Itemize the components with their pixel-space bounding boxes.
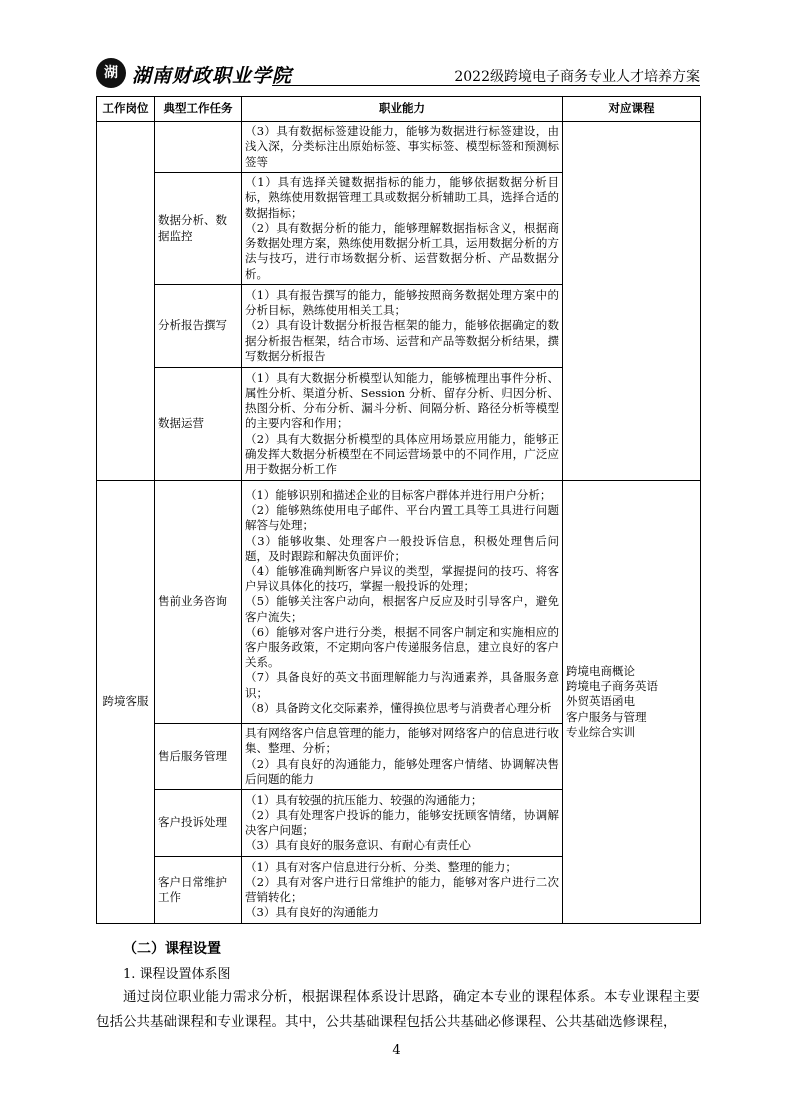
task-cell [155, 122, 242, 173]
ability-item: （2）具有设计数据分析报告框架的能力，能够依据确定的数据分析报告框架，结合市场、运营和产品等数据分析结果，撰写数据分析报告 [245, 318, 559, 363]
subsection-heading: 1. 课程设置体系图 [123, 967, 231, 982]
ability-item: （3）具有数据标签建设能力，能够为数据进行标签建设，由浅入深，分类标注出原始标签、事实标签、模型标签和预测标签等 [245, 124, 559, 169]
document-title: 2022级跨境电子商务专业人才培养方案 [454, 69, 700, 85]
ability-cell [242, 122, 563, 173]
table-header-row [97, 97, 701, 122]
ability-cell [242, 724, 563, 790]
course-item: 外贸英语函电 [566, 694, 635, 709]
ability-item: （2）具有大数据分析模型的具体应用场景应用能力，能够正确发挥大数据分析模型在不同运营场景中的不同作用，广泛应用于数据分析工作 [245, 431, 559, 476]
course-item: 客户服务与管理 [566, 709, 647, 724]
ability-item: （5）能够关注客户动向，根据客户反应及时引导客户，避免客户流失； [245, 594, 559, 624]
ability-item: （8）具备跨文化交际素养，懂得换位思考与消费者心理分析 [245, 700, 552, 715]
ability-item: 具有网络客户信息管理的能力，能够对网络客户的信息进行收集、整理、分析； [245, 726, 559, 756]
position-cell: 跨境客服 [97, 481, 155, 924]
ability-cell [242, 790, 563, 857]
task-cell: 售前业务咨询 [155, 481, 242, 724]
table-row [97, 122, 701, 173]
course-cell-empty [563, 122, 701, 481]
page-header [96, 58, 700, 90]
ability-item: （2）具有数据分析的能力，能够理解数据指标含义，根据商务数据处理方案，熟练使用数据分析工具，运用数据分析的方法与技巧，进行市场数据分析、运营数据分析、产品数据分析。 [245, 220, 559, 281]
page-number: 4 [392, 1043, 401, 1058]
ability-item: （1）具有报告撰写的能力，能够按照商务数据处理方案中的分析目标，熟练使用相关工具； [245, 287, 559, 318]
course-item: 跨境电商概论 [566, 663, 635, 678]
ability-cell [242, 173, 563, 285]
task-cell: 售后服务管理 [155, 724, 242, 790]
ability-item: （6）能够对客户进行分类，根据不同客户制定和实施相应的客户服务政策，不定期向客户传递服务信息，建立良好的客户关系。 [245, 624, 559, 670]
ability-cell [242, 857, 563, 924]
course-cell [563, 481, 701, 924]
ability-item: （3）能够收集、处理客户一般投诉信息，积极处理售后问题，及时跟踪和解决负面评价； [245, 533, 559, 563]
task-cell: 分析报告撰写 [155, 285, 242, 368]
position-cell-empty [97, 122, 155, 481]
task-cell: 客户日常维护工作 [155, 857, 242, 924]
task-cell: 客户投诉处理 [155, 790, 242, 857]
ability-item: （7）具备良好的英文书面理解能力与沟通素养，具备服务意识； [245, 670, 559, 700]
course-item: 跨境电子商务英语 [566, 679, 658, 694]
ability-item: （3）具有良好的服务意识、有耐心有责任心 [245, 838, 471, 853]
ability-item: （2）能够熟练使用电子邮件、平台内置工具等工具进行问题解答与处理； [245, 503, 559, 533]
course-item: 专业综合实训 [566, 724, 635, 739]
header-position: 工作岗位 [97, 97, 155, 122]
ability-item: （2）具有处理客户投诉的能力，能够安抚顾客情绪，协调解决客户问题； [245, 807, 559, 837]
ability-cell [242, 368, 563, 481]
task-cell: 数据分析、数据监控 [155, 173, 242, 285]
table-row [97, 481, 701, 724]
ability-cell [242, 285, 563, 368]
ability-cell [242, 481, 563, 724]
ability-item: （1）具有对客户信息进行分析、分类、整理的能力； [245, 859, 517, 874]
task-cell: 数据运营 [155, 368, 242, 481]
header-ability: 职业能力 [242, 97, 563, 122]
ability-item: （2）具有良好的沟通能力，能够处理客户情绪、协调解决售后问题的能力 [245, 756, 559, 786]
body-paragraph: 通过岗位职业能力需求分析，根据课程体系设计思路，确定本专业的课程体系。本专业课程主要包括公共基础课程和专业课程。其中，公共基础课程包括公共基础必修课程、公共基础选修课程， [96, 989, 700, 1030]
school-logo: 湖 [96, 58, 126, 88]
competency-table [96, 96, 701, 924]
section-heading: （二）课程设置 [123, 941, 221, 957]
header-task: 典型工作任务 [155, 97, 242, 122]
ability-item: （1）能够识别和描述企业的目标客户群体并进行用户分析； [245, 487, 552, 502]
ability-item: （3）具有良好的沟通能力 [245, 905, 379, 920]
ability-item: （1）具有选择关键数据指标的能力，能够依据数据分析目标，熟练使用数据管理工具或数据分析辅助工具，选择合适的数据指标； [245, 175, 559, 220]
school-name: 湖南财政职业学院 [132, 65, 293, 87]
header-course: 对应课程 [563, 97, 701, 122]
ability-item: （4）能够准确判断客户异议的类型，掌握提问的技巧、将客户异议具体化的技巧，掌握一般投诉的处理； [245, 563, 559, 594]
ability-item: （1）具有大数据分析模型认知能力，能够梳理出事件分析、属性分析、渠道分析、Session 分析、留存分析、归因分析、热图分析、分布分析、漏斗分析、间隔分析、路径分析等模型的主要内容和作用； [245, 370, 559, 431]
ability-item: （1）具有较强的抗压能力、较强的沟通能力； [245, 792, 483, 807]
ability-item: （2）具有对客户进行日常维护的能力，能够对客户进行二次营销转化； [245, 874, 559, 904]
